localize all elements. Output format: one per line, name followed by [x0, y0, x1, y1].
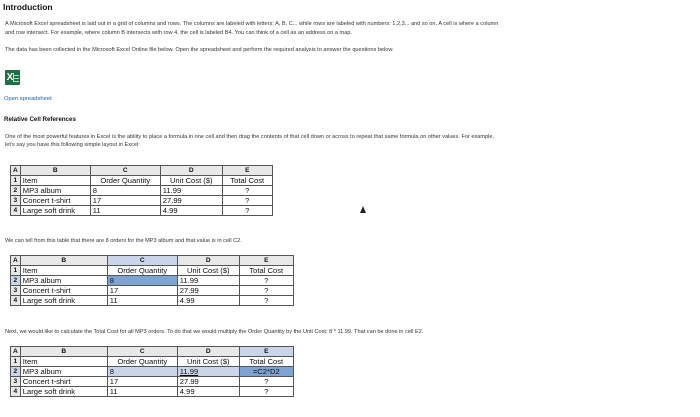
spreadsheet-table-3 — [10, 346, 294, 397]
row-header: 3 — [11, 286, 21, 296]
table-row — [11, 377, 294, 387]
cell-d3: 27.99 — [160, 196, 222, 206]
col-header-e: E — [222, 166, 272, 176]
cell-b3: Concert t-shirt — [20, 196, 90, 206]
intro-heading: Introduction — [3, 2, 53, 12]
row-header: 3 — [11, 196, 21, 206]
col-header-a: A — [11, 256, 21, 266]
cell-b4: Large soft drink — [20, 206, 90, 216]
col-header-d: D — [177, 256, 239, 266]
cell-d2: 11.99 — [177, 276, 239, 286]
table-row — [11, 276, 294, 286]
cell-d4: 4.99 — [177, 296, 239, 306]
cell-d3: 27.99 — [177, 377, 239, 387]
cell-b2: MP3 album — [20, 367, 107, 377]
cell-c3: 17 — [90, 196, 160, 206]
table-row — [11, 186, 273, 196]
section-paragraph-1: One of the most powerful features in Excel is the ability to place a formula in one cell and then drag the contents of that cell down or across to repeat that same formula on other values. For example, — [5, 134, 495, 140]
cell-e3: ? — [239, 286, 293, 296]
cell-e3: ? — [222, 196, 272, 206]
section-heading: Relative Cell References — [4, 116, 76, 123]
col-header-c: C — [107, 256, 177, 266]
col-header-b: B — [20, 347, 107, 357]
cell-d2-referenced: 11.99 — [177, 367, 239, 377]
cell-d1: Unit Cost ($) — [177, 357, 239, 367]
cell-b1: Item — [20, 176, 90, 186]
table-row — [11, 266, 294, 276]
spreadsheet-table-2 — [10, 255, 294, 306]
col-header-b: B — [20, 256, 107, 266]
mouse-cursor-icon — [360, 206, 366, 213]
cell-b1: Item — [20, 266, 107, 276]
col-header-e: E — [239, 347, 293, 357]
cell-e1: Total Cost — [239, 266, 293, 276]
cell-c2-selected[interactable]: 8 — [107, 276, 177, 286]
excel-icon[interactable]: X — [5, 70, 20, 85]
cell-b3: Concert t-shirt — [20, 377, 107, 387]
row-header: 1 — [11, 266, 21, 276]
row-header: 2 — [11, 367, 21, 377]
cell-d4: 4.99 — [160, 206, 222, 216]
table-row — [11, 286, 294, 296]
cell-c2-referenced: 8 — [107, 367, 177, 377]
spreadsheet-table-1 — [10, 165, 273, 216]
cell-d3: 27.99 — [177, 286, 239, 296]
row-header: 4 — [11, 206, 21, 216]
cell-c4: 11 — [107, 387, 177, 397]
col-header-a: A — [11, 166, 21, 176]
cell-e4: ? — [222, 206, 272, 216]
cell-d1: Unit Cost ($) — [177, 266, 239, 276]
row-header: 4 — [11, 296, 21, 306]
cell-e2: ? — [239, 276, 293, 286]
row-header: 1 — [11, 357, 21, 367]
cell-e4: ? — [239, 387, 293, 397]
cell-e4: ? — [239, 296, 293, 306]
cell-e3: ? — [239, 377, 293, 387]
table-row — [11, 367, 294, 377]
cell-b4: Large soft drink — [20, 387, 107, 397]
table-row — [11, 296, 294, 306]
section-paragraph-2: let's say you have this following simple layout in Excel: — [5, 142, 140, 148]
cell-e2-formula[interactable]: =C2*D2 — [239, 367, 293, 377]
row-header: 2 — [11, 186, 21, 196]
between-text-2: Next, we would like to calculate the Total Cost for all MP3 orders. To do that we would multiply the Order Quantity by the Unit Cost; 8 * 11.99. That can be done in cell E2. — [5, 329, 424, 335]
intro-paragraph-2: and row intersect. For example, where column B intersects with row 4, the cell is labeled B4. You can think of a cell as an address on a map. — [5, 30, 352, 36]
cell-b2: MP3 album — [20, 276, 107, 286]
row-header: 3 — [11, 377, 21, 387]
col-header-a: A — [11, 347, 21, 357]
intro-paragraph-3: The data has been collected in the Microsoft Excel Online file below. Open the spreadsheet and perform the required analysis to answer the questions below. — [5, 47, 394, 53]
cell-b2: MP3 album — [20, 186, 90, 196]
cell-b4: Large soft drink — [20, 296, 107, 306]
cell-d2: 11.99 — [160, 186, 222, 196]
row-header: 1 — [11, 176, 21, 186]
col-header-d: D — [160, 166, 222, 176]
cell-e2: ? — [222, 186, 272, 196]
cell-e1: Total Cost — [222, 176, 272, 186]
col-header-c: C — [90, 166, 160, 176]
cell-b1: Item — [20, 357, 107, 367]
table-row — [11, 206, 273, 216]
cell-d1: Unit Cost ($) — [160, 176, 222, 186]
cell-c1: Order Quantity — [90, 176, 160, 186]
cell-c3: 17 — [107, 286, 177, 296]
between-text-1: We can tell from this table that there are 8 orders for the MP3 album and that value is in cell C2. — [5, 238, 242, 244]
col-header-e: E — [239, 256, 293, 266]
intro-paragraph-1: A Microsoft Excel spreadsheet is laid out in a grid of columns and rows. The columns are labeled with letters: A, B, C... while rows are labeled with numbers: 1,2,3... and so on. A cell is where a column — [5, 21, 499, 27]
cell-c3: 17 — [107, 377, 177, 387]
cell-c1: Order Quantity — [107, 266, 177, 276]
table-row — [11, 196, 273, 206]
col-header-c: C — [107, 347, 177, 357]
row-header: 2 — [11, 276, 21, 286]
cell-c4: 11 — [107, 296, 177, 306]
col-header-b: B — [20, 166, 90, 176]
cell-d4: 4.99 — [177, 387, 239, 397]
table-row — [11, 387, 294, 397]
table-row — [11, 357, 294, 367]
cell-c4: 11 — [90, 206, 160, 216]
cell-b3: Concert t-shirt — [20, 286, 107, 296]
open-spreadsheet-link[interactable]: Open spreadsheet — [4, 96, 52, 102]
table-row — [11, 176, 273, 186]
cell-c1: Order Quantity — [107, 357, 177, 367]
cell-c2: 8 — [90, 186, 160, 196]
row-header: 4 — [11, 387, 21, 397]
col-header-d: D — [177, 347, 239, 357]
cell-e1: Total Cost — [239, 357, 293, 367]
